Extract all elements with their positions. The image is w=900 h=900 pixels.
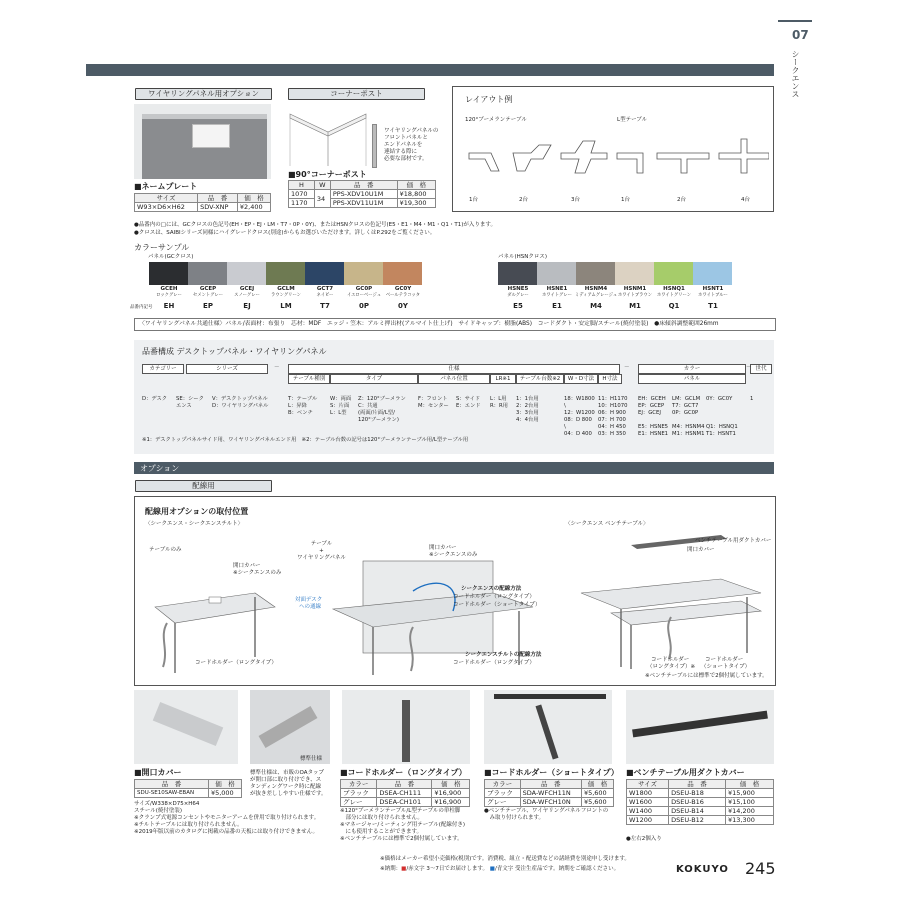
comp-wd: 18：W1800: [564, 396, 595, 402]
lbl-holder-3a: コードホルダー: [651, 657, 690, 663]
swatch-name: ベールテラコッタ: [385, 293, 421, 298]
swatch-symbol: E1: [552, 302, 562, 310]
swatch-symbol: M4: [590, 302, 602, 310]
page-number: 245: [745, 859, 776, 878]
swatch-code: HSNT1: [702, 286, 724, 292]
lbl-holder-4b: （ショートタイプ）: [701, 664, 751, 670]
duct-cover-table: サイズ 品 番 価 格 W1800 DSEU-B18 ¥15,900 W1600 DSEU-B16 ¥15,100 W1400 DSEU-B14 ¥14,200 W1200 DSEU-B12 ¥13,300: [626, 779, 774, 825]
duct-cover-photo: [626, 690, 774, 764]
holder-short-photo: [484, 690, 612, 764]
comp-pos: M：センター: [418, 403, 449, 409]
lbl-facing-1: 対面デスク: [295, 597, 323, 603]
comp-color3: 0Y：GC0Y: [706, 396, 733, 402]
cell-price: ¥2,400: [237, 203, 270, 212]
name-plate-table: [134, 193, 271, 212]
duct-cover-notes: ●左右2個入り: [626, 836, 662, 842]
lbl-seq-only-1: ※シークエンスのみ: [233, 570, 282, 576]
swatch-name: スノーグレー: [234, 293, 260, 298]
panel-gc-label: パネル(GCクロス): [148, 254, 194, 260]
swatch-code: HSNE1: [546, 286, 568, 292]
lbl-open-cover-2: 開口カバー: [429, 545, 457, 551]
open-cover-desc: 標準仕様は、市販のOAタップ が開口部に取り付けでき、ス タンディングワーク時に配線 が抜き差ししやすい仕様です。: [250, 770, 327, 797]
comp-label-color: カラー: [638, 364, 746, 374]
comp-type: S：片面: [330, 403, 350, 409]
open-cover-photo: [134, 690, 238, 764]
lbl-tilt-wiring: シークエンスチルトの配線方法: [465, 652, 542, 658]
swatch-code: HSNE5: [507, 286, 529, 292]
comp-color2: M4：HSNM4: [672, 424, 705, 430]
lbl-holder-long-2: コードホルダー（ロングタイプ）: [453, 594, 535, 600]
comp-kind: B：ベンチ: [288, 410, 313, 416]
comp-color1: EH：GCEH: [638, 396, 666, 402]
lbl-bench-note: ※ベンチテーブルには標準で2個付属しています。: [645, 673, 768, 679]
swatch-name: ロックグレー: [156, 293, 182, 298]
comp-label-count: テーブル台数※2: [516, 374, 564, 384]
comp-h: 06：H 900: [598, 410, 626, 416]
material-line-box: [134, 318, 776, 331]
comp-type2: Z：120°ブーメラン: [358, 396, 406, 402]
swatch-gc0y: [383, 262, 422, 285]
product-open-cover-title: ■開口カバー: [134, 768, 182, 777]
comp-lr: L：L用: [490, 396, 507, 402]
comp-color2: T7：GCT7: [672, 403, 699, 409]
comp-count: 1：1台用: [516, 396, 539, 402]
comp-label-pos: パネル位置: [418, 374, 490, 384]
table-only-label: テーブルのみ: [149, 547, 182, 553]
corner-note: ワイヤリングパネルの フロントパネルと エンドパネルを 連結する際に 必要な部材です。: [384, 128, 439, 162]
code-label: 品番内記号: [130, 305, 153, 310]
swatch-symbol: Q1: [668, 302, 680, 310]
chapter-label: シークエンス: [791, 50, 800, 98]
comp-series-type: D：ワイヤリングパネル: [212, 403, 269, 409]
comp-type: W：両面: [330, 396, 352, 402]
lbl-holder-long-1: コードホルダー（ロングタイプ）: [195, 660, 277, 666]
comp-color1: E1：HSNE1: [638, 431, 669, 437]
l-type-diagrams: [613, 131, 769, 191]
comp-h: 04：H 450: [598, 424, 626, 430]
comp-separator: －: [746, 365, 752, 371]
swatch-name: ホワイトブラウン: [617, 293, 653, 298]
swatch-hsnq1: [654, 262, 693, 285]
wiring-tab: 配線用: [135, 480, 272, 492]
product-holder-short-title: ■コードホルダー（ショートタイプ）: [484, 768, 619, 777]
swatch-gcej: [227, 262, 266, 285]
lbl-seq-wiring: シークエンスの配線方法: [461, 586, 522, 592]
wiring-panel-tab: ワイヤリングパネル用オプション: [135, 88, 272, 100]
notes-top-2: ●クロスは、SAIBIシリーズ同様にハイグレードクロス(別途)からもお選びいただけます。詳しくはP.292をご覧ください。: [134, 230, 436, 236]
name-plate-photo: [134, 104, 271, 179]
mount-sub-right: 〈シークエンス ベンチテーブル〉: [565, 521, 649, 527]
comp-lr: R：R用: [490, 403, 508, 409]
layout-boomerang-label: 120°ブーメランテーブル: [465, 117, 527, 123]
swatch-gc0p: [344, 262, 383, 285]
mount-title: 配線用オプションの取付位置: [145, 507, 249, 516]
comp-wd: 08：D 800: [564, 417, 592, 423]
swatch-name: ミディアムグレージュ: [574, 293, 618, 298]
swatch-hsnm4: [576, 262, 615, 285]
comp-color1: E5：HSNE5: [638, 424, 669, 430]
swatch-symbol: 0Y: [398, 302, 408, 310]
swatch-code: HSNM1: [623, 286, 647, 292]
panel-hsn-label: パネル(HSNクロス): [498, 254, 548, 260]
swatch-code: GCEP: [199, 286, 217, 292]
comp-count: 3：3台用: [516, 410, 539, 416]
comp-gen: 1: [750, 396, 754, 402]
corner-table: H W 品 番 価 格 1070 34 PPS-XDV10U1M ¥18,800 1170 PPS-XDV11U1M ¥19,300: [288, 180, 436, 208]
swatch-code: GC0P: [355, 286, 373, 292]
comp-category: D：デスク: [142, 396, 168, 402]
count-b1: 1台: [469, 197, 478, 203]
comp-count: 4：4台用: [516, 417, 539, 423]
swatch-symbol: EJ: [243, 302, 251, 310]
swatch-name: ホワイトブルー: [698, 293, 728, 298]
comp-footnote: ※1：デスクトップパネルサイド用、ワイヤリングパネルエンド用 ※2：テーブル台数の記号は120°ブーメランテーブル用/L型テーブル用: [142, 437, 469, 443]
footer-line2: ※納期：■/赤文字 3〜7日でお届けします。 ■/青文字 受注生産品です。納期をご確認ください。: [380, 866, 620, 872]
composition-title: 品番構成 デスクトップパネル・ワイヤリングパネル: [142, 347, 327, 356]
comp-label-panel: パネル: [638, 374, 746, 384]
comp-type: L：L型: [330, 410, 347, 416]
comp-separator: －: [274, 365, 280, 371]
swatch-symbol: E5: [513, 302, 523, 310]
comp-h: 11：H1170: [598, 396, 628, 402]
comp-series-type: V：デスクトップパネル: [212, 396, 268, 402]
comp-color3: Q1：HSNQ1: [706, 424, 738, 430]
swatch-symbol: EH: [163, 302, 175, 310]
holder-short-table: カラー 品 番 価 格 ブラック SDA-WFCH11N ¥5,600 グレー SDA-WFCH10N ¥5,600: [484, 779, 614, 807]
swatch-symbol: 0P: [358, 302, 369, 310]
cell-size: W93×D6×H62: [135, 203, 198, 212]
layout-example-box: [452, 86, 774, 212]
swatch-name: ラウングリーン: [271, 293, 301, 298]
corner-title: ■90°コーナーポスト: [288, 170, 367, 179]
swatch-gclm: [266, 262, 305, 285]
option-title: オプション: [140, 464, 180, 473]
swatch-name: ホワイトグレー: [542, 293, 572, 298]
footer-line1: ※価格はメーカー希望小売価格(税別)です。消費税、組立・配送費などの諸経費を別途申し受けます。: [380, 856, 630, 862]
lbl-open-cover-1: 開口カバー: [233, 563, 261, 569]
material-line: 〈ワイヤリングパネル共通仕様〉パネル/表面材：布張り 芯材：MDF エッジ・笠木：アルミ押出材(アルマイト仕上げ) サイドキャップ：樹脂(ABS) コードダクト・安定脚/スチール(焼付塗装) ●床傾斜調整範囲26mm: [139, 321, 719, 327]
comp-color1: EP：GCEP: [638, 403, 665, 409]
layout-title: レイアウト例: [465, 95, 513, 104]
comp-label-spec: 仕様: [288, 364, 620, 374]
comp-type2: 120°ブーメラン): [358, 417, 399, 423]
lbl-holder-long-3: コードホルダー（ロングタイプ）: [453, 660, 535, 666]
lbl-holder-short-1: コードホルダー（ショートタイプ）: [453, 602, 541, 608]
comp-pos: F：フロント: [418, 396, 448, 402]
comp-wd: 04：D 400: [564, 431, 592, 437]
comp-color2: M1：HSNM1: [672, 431, 705, 437]
chapter-number: 07: [792, 28, 809, 42]
mount-box: [134, 496, 776, 686]
comp-pos2: E：エンド: [456, 403, 481, 409]
swatch-symbol: T7: [320, 302, 330, 310]
lbl-seq-only-2: ※シークエンスのみ: [429, 552, 478, 558]
comp-h: 07：H 700: [598, 417, 626, 423]
open-cover-notes: サイズ/W338×D75×H64 スチール(焼付塗装) ※クランプ式電源コンセントやモニターアームを併用で取り付けられます。 ※チルトテーブルには取り付けられません。 ※2019年版以前のカタログに掲載の品番の天板には取り付けできません。: [134, 801, 320, 835]
product-duct-cover-title: ■ベンチテーブル用ダクトカバー: [626, 768, 745, 777]
count-l1: 1台: [621, 197, 630, 203]
comp-series: SE：シーク: [176, 396, 204, 402]
comp-separator: －: [624, 365, 630, 371]
comp-h: 10：H1070: [598, 403, 628, 409]
notes-top-1: ●品番内の□には、GCクロスの色記号(EH・EP・EJ・LM・T7・0P・0Y)、またはHSNクロスの色記号(E5・E1・M4・M1・Q1・T1)が入ります。: [134, 222, 496, 228]
th-code: 品 番: [198, 194, 238, 203]
comp-color2: LM：GCLM: [672, 396, 701, 402]
chapter-marker: [778, 20, 812, 22]
comp-kind: T：テーブル: [288, 396, 318, 402]
swatch-symbol: LM: [280, 302, 292, 310]
corner-post-tab: コーナーポスト: [288, 88, 425, 100]
section-header-bar: [86, 64, 774, 76]
swatch-name: セメントグレー: [193, 293, 223, 298]
lbl-holder-3b: （ロングタイプ）※: [647, 664, 696, 670]
comp-wd: \: [564, 424, 566, 430]
comp-label-h: H寸法: [598, 374, 622, 384]
open-cover-std-photo: [250, 690, 330, 764]
option-bar: [134, 462, 774, 474]
comp-color1: EJ：GCEJ: [638, 410, 661, 416]
comp-label-series: シリーズ: [186, 364, 268, 374]
comp-color3: T1：HSNT1: [706, 431, 736, 437]
swatch-name: ホワイトグリーン: [656, 293, 692, 298]
lbl-open-cover-3: 開口カバー: [687, 547, 715, 553]
swatch-hsnm1: [615, 262, 654, 285]
swatch-hsnt1: [693, 262, 732, 285]
count-b2: 2台: [519, 197, 528, 203]
swatch-code: HSNQ1: [663, 286, 685, 292]
swatch-code: GC0Y: [394, 286, 412, 292]
swatch-name: ダルグレー: [507, 293, 529, 298]
swatch-hsne1: [537, 262, 576, 285]
comp-type2: C：共通: [358, 403, 378, 409]
comp-label-wd: W・D寸法: [564, 374, 598, 384]
comp-color2: 0P：GC0P: [672, 410, 699, 416]
cell-code: SDV-XNP: [198, 203, 238, 212]
color-sample-title: カラーサンプル: [134, 243, 190, 252]
comp-label-gen: 世代: [750, 364, 772, 374]
swatch-code: GCEH: [160, 286, 178, 292]
swatch-code: GCEJ: [239, 286, 255, 292]
table-wiring-label: テーブル + ワイヤリングパネル: [297, 541, 346, 561]
std-label: 標準仕様: [300, 756, 323, 762]
holder-short-notes: ●ベンチテーブル、ワイヤリングパネルフロントの み取り付けられます。: [484, 808, 609, 821]
boomerang-diagrams: [461, 131, 611, 191]
swatch-code: GCLM: [277, 286, 295, 292]
holder-long-notes: ※120°ブーメランテーブル/L型テーブルの単柱脚 部分には取り付けられません。 ※マネージャー/ミーティング用テーブル(配線付き) にも使用することができます。 ※ベンチテーブルには標準で2個付属しています。: [340, 808, 465, 842]
swatch-symbol: M1: [629, 302, 641, 310]
th-price: 価 格: [237, 194, 270, 203]
count-l2: 2台: [677, 197, 686, 203]
comp-label-lr: LR※1: [490, 374, 516, 384]
comp-label-kind: テーブル種別: [288, 374, 330, 384]
count-l4: 4台: [741, 197, 750, 203]
swatch-gceh: [149, 262, 188, 285]
swatch-name: ネイビー: [316, 293, 334, 298]
holder-long-photo: [342, 690, 470, 764]
comp-label-category: カテゴリー: [142, 364, 184, 374]
layout-l-label: L型テーブル: [617, 117, 648, 123]
holder-long-table: カラー 品 番 価 格 ブラック DSEA-CH111 ¥16,900 グレー DSEA-CH101 ¥16,900: [340, 779, 470, 807]
corner-post-rod: [372, 124, 377, 168]
bench-diagram: [571, 527, 771, 677]
swatch-gct7: [305, 262, 344, 285]
comp-wd: \: [564, 403, 566, 409]
brand-logo: KOKUYO: [676, 864, 729, 875]
lbl-duct-cover: ベンチテーブル用ダクトカバー: [695, 538, 772, 544]
comp-pos2: S：サイド: [456, 396, 481, 402]
comp-kind: L：昇降: [288, 403, 307, 409]
comp-count: 2：2台用: [516, 403, 539, 409]
name-plate-title: ■ネームプレート: [134, 182, 198, 191]
open-cover-table: 品 番 価 格 SDU-SE10SAW-EBAN ¥5,000: [134, 779, 242, 798]
swatch-hsne5: [498, 262, 537, 285]
comp-wd: 12：W1200: [564, 410, 595, 416]
lbl-holder-4a: コードホルダー: [705, 657, 744, 663]
swatch-gcep: [188, 262, 227, 285]
comp-h: 03：H 350: [598, 431, 626, 437]
product-holder-long-title: ■コードホルダー（ロングタイプ）: [340, 768, 467, 777]
th-size: サイズ: [135, 194, 198, 203]
swatch-code: GCT7: [316, 286, 334, 292]
swatch-code: HSNM4: [584, 286, 608, 292]
lbl-facing-2: への通線: [299, 604, 322, 610]
swatch-symbol: EP: [203, 302, 213, 310]
corner-post-diagram: [288, 104, 368, 166]
swatch-name: イエローベージュ: [346, 293, 382, 298]
swatch-symbol: T1: [708, 302, 718, 310]
comp-series: エンス: [176, 403, 192, 409]
count-b3: 3台: [571, 197, 580, 203]
comp-type2: (両面/片面/L型/: [358, 410, 395, 416]
mount-sub-left: 〈シークエンス・シークエンスチルト〉: [145, 521, 244, 527]
comp-label-type: タイプ: [330, 374, 418, 384]
